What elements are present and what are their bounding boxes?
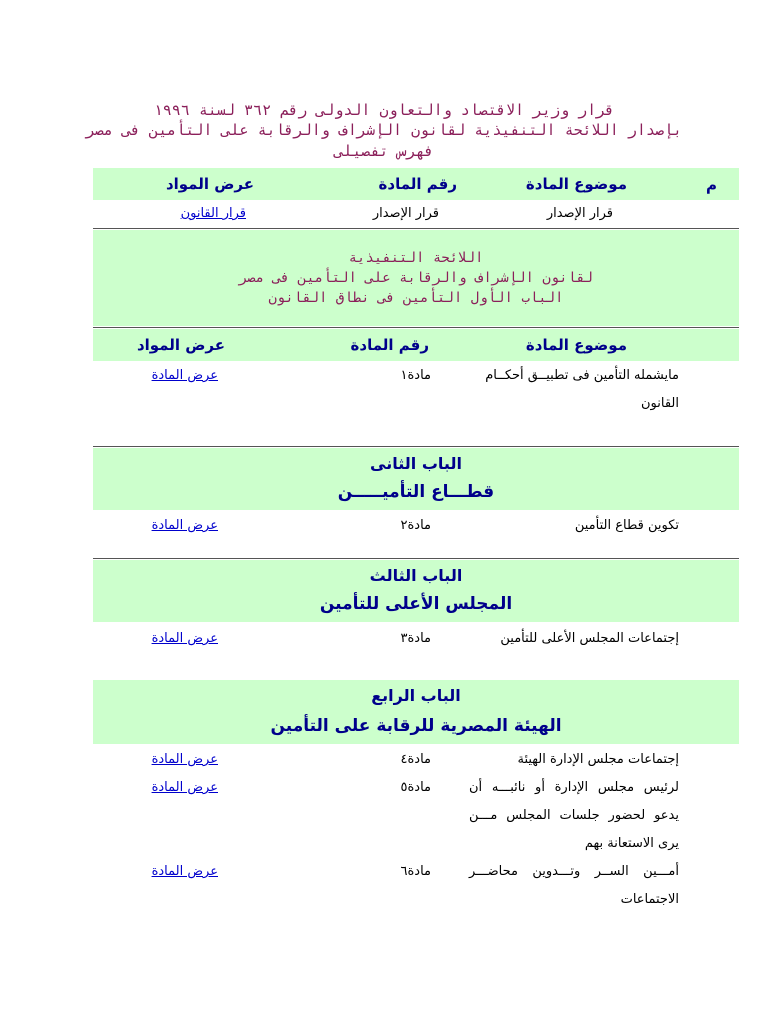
- article-number: مادة٢: [400, 518, 431, 533]
- issuance-subject: قرار الإصدار: [546, 206, 613, 221]
- article-number: مادة٥: [400, 780, 431, 795]
- executive-regulation-subtitle: لقانون الإشراف والرقابة على التأمين فى مصر: [238, 270, 593, 286]
- law-decree-link[interactable]: قرار القانون: [180, 206, 246, 221]
- part-two-band: [93, 448, 739, 510]
- column-header-view: عرض المواد: [136, 336, 225, 354]
- column-header-article-no: رقم المادة: [350, 336, 429, 354]
- column-header-num: م: [706, 176, 717, 194]
- part-four-band: [93, 680, 739, 744]
- article-subject: تكوين قطاع التأمين: [574, 518, 679, 533]
- column-header-view: عرض المواد: [165, 175, 254, 193]
- article-number: مادة٣: [400, 631, 431, 646]
- executive-regulation-title: اللائحة التنفيذية: [348, 250, 484, 266]
- article-subject: مايشمله التأمين فى تطبيــق أحكــام القانون: [485, 368, 679, 411]
- index-title: فهرس تفصيلى: [334, 142, 434, 160]
- article-subject: إجتماعات مجلس الإدارة الهيئة: [517, 752, 679, 767]
- column-header-article-no: رقم المادة: [378, 175, 457, 193]
- article-subject: أمـــين الســر وتـــدوين محاضـــر الاجتماعات: [469, 864, 679, 907]
- part-three-band: [93, 560, 739, 622]
- part-four-heading: الباب الرابع: [371, 686, 461, 705]
- row-divider: [93, 228, 739, 229]
- article-number: مادة١: [400, 368, 431, 383]
- view-article-link[interactable]: عرض المادة: [151, 631, 218, 646]
- executive-regulation-band: [93, 230, 739, 326]
- issuance-article-no: قرار الإصدار: [372, 206, 439, 221]
- decree-subtitle: بإصدار اللائحة التنفيذية لقانون الإشراف والرقابة على التأمين فى مصر: [85, 121, 683, 139]
- view-article-link[interactable]: عرض المادة: [151, 518, 218, 533]
- column-header-subject: موضوع المادة: [525, 336, 627, 354]
- article-number: مادة٦: [400, 864, 431, 879]
- part-one-title: الباب الأول التأمين فى نطاق القانون: [268, 290, 564, 306]
- table-header-row: [93, 168, 739, 200]
- column-header-subject: موضوع المادة: [525, 175, 627, 193]
- part-two-subheading: قطـــاع التأميـــــن: [337, 482, 495, 502]
- article-number: مادة٤: [400, 752, 431, 767]
- view-article-link[interactable]: عرض المادة: [151, 752, 218, 767]
- view-article-link[interactable]: عرض المادة: [151, 368, 218, 383]
- part-four-subheading: الهيئة المصرية للرقابة على التأمين: [270, 716, 562, 736]
- article-subject: لرئيس مجلس الإدارة أو نائبـــه أن يدعو لحضور جلسات المجلس مـــن يرى الاستعانة بهم: [469, 780, 679, 851]
- decree-title: قرار وزير الاقتصاد والتعاون الدولى رقم ٣٦٢ لسنة ١٩٩٦: [153, 101, 615, 119]
- row-divider: [93, 327, 739, 328]
- part-two-heading: الباب الثانى: [370, 454, 462, 473]
- part-three-subheading: المجلس الأعلى للتأمين: [319, 594, 513, 614]
- row-divider: [93, 446, 739, 447]
- part-three-heading: الباب الثالث: [369, 566, 463, 585]
- row-divider: [93, 558, 739, 559]
- article-subject: إجتماعات المجلس الأعلى للتأمين: [500, 631, 679, 646]
- view-article-link[interactable]: عرض المادة: [151, 780, 218, 795]
- table-header-row: [93, 329, 739, 361]
- view-article-link[interactable]: عرض المادة: [151, 864, 218, 879]
- document-header: [30, 100, 738, 162]
